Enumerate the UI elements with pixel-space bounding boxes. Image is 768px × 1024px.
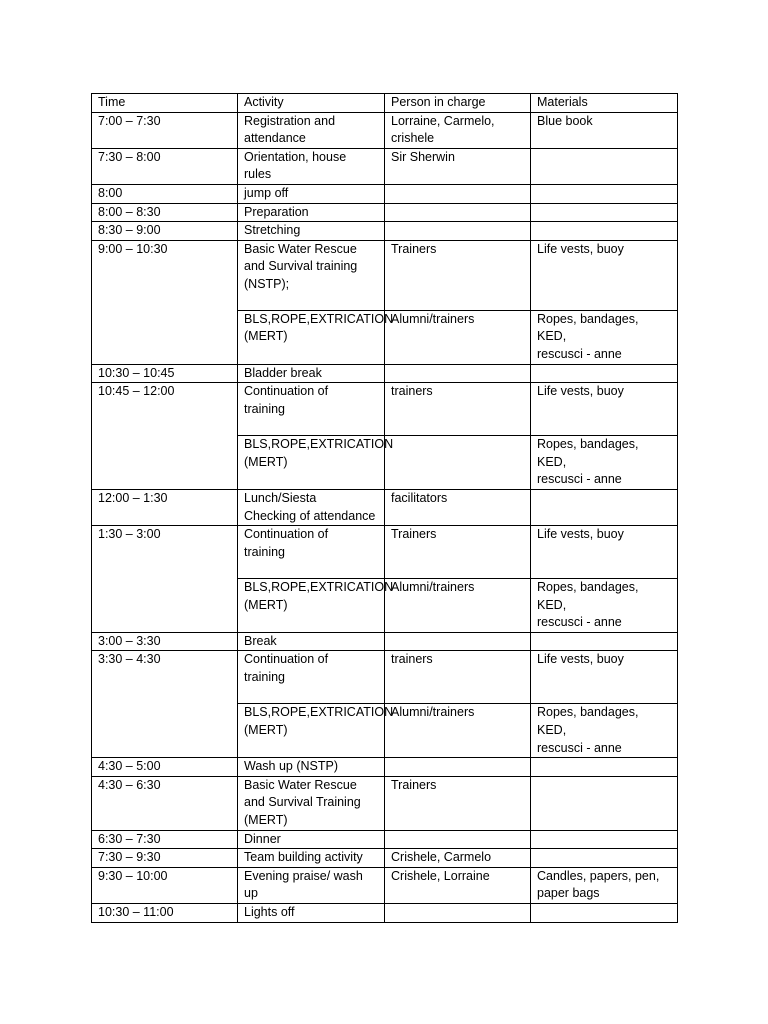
activity-cell: Orientation, house rules <box>238 148 385 184</box>
activity-cell: Lunch/Siesta Checking of attendance <box>238 489 385 525</box>
person-cell: Crishele, Lorraine <box>385 867 531 903</box>
time-cell: 10:45 – 12:00 <box>92 383 238 490</box>
table-row <box>92 904 678 923</box>
materials-cell <box>531 364 678 383</box>
materials-cell <box>531 758 678 777</box>
person-cell <box>385 758 531 777</box>
person-cell <box>385 222 531 241</box>
person-cell <box>385 830 531 849</box>
table-row <box>92 383 678 436</box>
materials-cell <box>531 203 678 222</box>
table-row <box>92 184 678 203</box>
person-cell: Trainers <box>385 776 531 830</box>
person-cell: trainers <box>385 383 531 436</box>
time-cell: 10:30 – 11:00 <box>92 904 238 923</box>
activity-cell: Basic Water Rescue and Survival Training (MERT) <box>238 776 385 830</box>
activity-cell: Evening praise/ wash up <box>238 867 385 903</box>
table-row <box>92 240 678 310</box>
time-cell: 7:00 – 7:30 <box>92 112 238 148</box>
materials-cell <box>531 489 678 525</box>
time-cell: 1:30 – 3:00 <box>92 526 238 633</box>
materials-cell <box>531 222 678 241</box>
activity-cell: Bladder break <box>238 364 385 383</box>
table-row <box>92 867 678 903</box>
time-cell: 7:30 – 9:30 <box>92 849 238 868</box>
person-cell <box>385 904 531 923</box>
time-cell: 4:30 – 6:30 <box>92 776 238 830</box>
activity-cell: Basic Water Rescue and Survival training (NSTP); <box>238 240 385 310</box>
time-cell: 8:30 – 9:00 <box>92 222 238 241</box>
materials-cell: Ropes, bandages, KED, rescusci - anne <box>531 579 678 633</box>
materials-cell: Ropes, bandages, KED, rescusci - anne <box>531 436 678 490</box>
activity-cell: Dinner <box>238 830 385 849</box>
table-row <box>92 758 678 777</box>
table-row <box>92 112 678 148</box>
activity-cell: Continuation of training <box>238 526 385 579</box>
table-row <box>92 632 678 651</box>
materials-cell <box>531 904 678 923</box>
materials-cell: Life vests, buoy <box>531 651 678 704</box>
person-cell <box>385 632 531 651</box>
table-row <box>92 830 678 849</box>
person-cell: Crishele, Carmelo <box>385 849 531 868</box>
header-person-in-charge: Person in charge <box>385 94 531 113</box>
time-cell: 4:30 – 5:00 <box>92 758 238 777</box>
time-cell: 3:00 – 3:30 <box>92 632 238 651</box>
materials-cell <box>531 849 678 868</box>
activity-cell: BLS,ROPE,EXTRICATION (MERT) <box>238 579 385 633</box>
materials-cell <box>531 776 678 830</box>
activity-cell: Continuation of training <box>238 383 385 436</box>
materials-cell: Life vests, buoy <box>531 240 678 310</box>
table-row <box>92 776 678 830</box>
person-cell: facilitators <box>385 489 531 525</box>
time-cell: 10:30 – 10:45 <box>92 364 238 383</box>
materials-cell: Ropes, bandages, KED, rescusci - anne <box>531 310 678 364</box>
person-cell <box>385 364 531 383</box>
activity-cell: Registration and attendance <box>238 112 385 148</box>
time-cell: 12:00 – 1:30 <box>92 489 238 525</box>
activity-cell: Team building activity <box>238 849 385 868</box>
header-time: Time <box>92 94 238 113</box>
schedule-table <box>91 93 678 923</box>
person-cell <box>385 436 531 490</box>
activity-cell: Continuation of training <box>238 651 385 704</box>
person-cell: Alumni/trainers <box>385 579 531 633</box>
person-cell: Trainers <box>385 526 531 579</box>
time-cell: 9:30 – 10:00 <box>92 867 238 903</box>
table-row <box>92 364 678 383</box>
schedule-body <box>92 112 678 922</box>
table-row <box>92 651 678 704</box>
activity-cell: BLS,ROPE,EXTRICATION (MERT) <box>238 310 385 364</box>
activity-cell: Stretching <box>238 222 385 241</box>
person-cell: Lorraine, Carmelo, crishele <box>385 112 531 148</box>
table-row <box>92 203 678 222</box>
time-cell: 6:30 – 7:30 <box>92 830 238 849</box>
table-row <box>92 222 678 241</box>
materials-cell: Life vests, buoy <box>531 383 678 436</box>
activity-cell: jump off <box>238 184 385 203</box>
activity-cell: Lights off <box>238 904 385 923</box>
materials-cell <box>531 632 678 651</box>
materials-cell <box>531 148 678 184</box>
table-row <box>92 148 678 184</box>
activity-cell: BLS,ROPE,EXTRICATION (MERT) <box>238 436 385 490</box>
time-cell: 7:30 – 8:00 <box>92 148 238 184</box>
table-row <box>92 849 678 868</box>
header-row <box>92 94 678 113</box>
person-cell: Trainers <box>385 240 531 310</box>
person-cell: Alumni/trainers <box>385 704 531 758</box>
person-cell: Sir Sherwin <box>385 148 531 184</box>
materials-cell: Blue book <box>531 112 678 148</box>
header-materials: Materials <box>531 94 678 113</box>
person-cell <box>385 203 531 222</box>
time-cell: 8:00 <box>92 184 238 203</box>
table-row <box>92 526 678 579</box>
person-cell: Alumni/trainers <box>385 310 531 364</box>
header-activity: Activity <box>238 94 385 113</box>
person-cell: trainers <box>385 651 531 704</box>
activity-cell: Break <box>238 632 385 651</box>
materials-cell: Life vests, buoy <box>531 526 678 579</box>
time-cell: 3:30 – 4:30 <box>92 651 238 758</box>
table-row <box>92 489 678 525</box>
time-cell: 8:00 – 8:30 <box>92 203 238 222</box>
materials-cell <box>531 830 678 849</box>
activity-cell: Preparation <box>238 203 385 222</box>
time-cell: 9:00 – 10:30 <box>92 240 238 364</box>
materials-cell <box>531 184 678 203</box>
activity-cell: BLS,ROPE,EXTRICATION (MERT) <box>238 704 385 758</box>
activity-cell: Wash up (NSTP) <box>238 758 385 777</box>
materials-cell: Candles, papers, pen, paper bags <box>531 867 678 903</box>
person-cell <box>385 184 531 203</box>
materials-cell: Ropes, bandages, KED, rescusci - anne <box>531 704 678 758</box>
